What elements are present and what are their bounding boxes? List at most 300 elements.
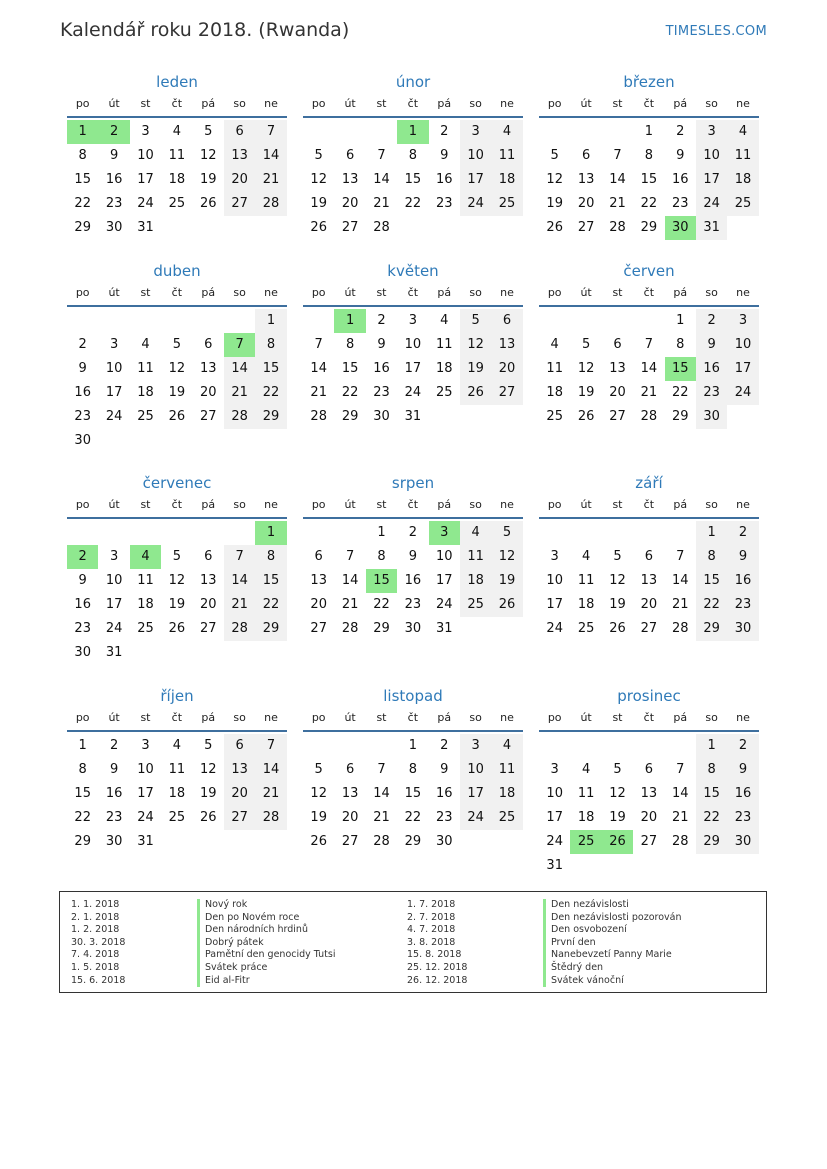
day-cell: 16: [727, 569, 758, 593]
weekday-header: [67, 708, 287, 732]
weekday-label: čt: [643, 711, 655, 724]
weekday-label: st: [376, 286, 387, 299]
holiday-day-cell: 1: [67, 120, 98, 144]
weekday-header: [303, 708, 523, 732]
day-cell: 6: [644, 549, 653, 564]
day-cell: 20: [609, 385, 626, 400]
day-cell: 23: [74, 621, 91, 636]
day-cell: 25: [491, 192, 522, 216]
weekday-label: čt: [407, 286, 419, 299]
weekday-label: pá: [437, 711, 452, 724]
day-cell: 9: [727, 545, 758, 569]
day-cell: 5: [491, 521, 522, 545]
empty-cell: [633, 309, 664, 333]
holiday-day-cell: 30: [665, 216, 696, 240]
day-cell: 12: [577, 361, 595, 376]
day-cell: 6: [204, 549, 213, 564]
day-cell: 5: [314, 762, 323, 777]
weekday-label: ne: [264, 711, 278, 724]
day-cell: 9: [696, 333, 727, 357]
day-cell: 24: [435, 597, 453, 612]
day-cell: 12: [310, 172, 327, 187]
holiday-day-cell: 15: [366, 569, 397, 593]
day-cell: 8: [377, 549, 386, 564]
weekday-label: st: [140, 711, 151, 724]
empty-cell: [366, 734, 397, 758]
month-name: červen: [623, 262, 675, 280]
legend-left-dates: [71, 899, 125, 987]
empty-cell: [570, 120, 601, 144]
day-cell: 24: [105, 621, 123, 636]
day-cell: 24: [105, 409, 123, 424]
weekday-label: st: [612, 498, 623, 511]
month-10: [67, 684, 287, 854]
day-grid: [303, 309, 523, 429]
day-cell: 16: [74, 597, 91, 612]
empty-cell: [665, 734, 696, 758]
legend-date: 2. 7. 2018: [407, 911, 456, 923]
day-cell: 19: [577, 385, 595, 400]
holiday-day-cell: 3: [429, 521, 460, 545]
day-cell: 30: [105, 220, 123, 235]
day-cell: 28: [671, 621, 689, 636]
day-cell: 4: [727, 120, 758, 144]
day-cell: 25: [727, 192, 758, 216]
weekday-label: út: [580, 286, 592, 299]
month-name: prosinec: [617, 687, 681, 705]
day-cell: 4: [172, 124, 181, 139]
weekday-label: po: [547, 711, 562, 724]
legend-date: 3. 8. 2018: [407, 936, 456, 948]
weekday-label: po: [75, 97, 90, 110]
day-cell: 29: [404, 834, 422, 849]
legend-holiday-name: Svátek práce: [197, 962, 335, 975]
day-cell: 19: [168, 597, 186, 612]
day-cell: 21: [255, 168, 286, 192]
day-cell: 12: [310, 786, 327, 801]
day-cell: 24: [460, 192, 491, 216]
holiday-day-cell: 1: [255, 521, 286, 545]
day-cell: 29: [373, 621, 390, 636]
day-cell: 6: [345, 148, 355, 163]
day-cell: 4: [581, 549, 591, 564]
weekday-label: ne: [264, 97, 278, 110]
day-cell: 20: [224, 782, 255, 806]
day-cell: 1: [644, 124, 653, 139]
empty-cell: [602, 309, 633, 333]
month-7: [67, 471, 287, 665]
weekday-label: po: [311, 97, 326, 110]
day-cell: 4: [491, 734, 522, 758]
day-cell: 22: [74, 810, 91, 825]
day-cell: 26: [168, 621, 186, 636]
weekday-label: st: [140, 498, 151, 511]
day-cell: 9: [109, 148, 119, 163]
day-cell: 14: [255, 144, 286, 168]
day-cell: 26: [460, 381, 491, 405]
day-cell: 21: [224, 593, 255, 617]
weekday-header: [67, 94, 287, 118]
day-cell: 24: [460, 806, 491, 830]
empty-cell: [130, 309, 161, 333]
weekday-label: út: [108, 711, 120, 724]
day-cell: 12: [609, 786, 626, 801]
weekday-label: ne: [500, 97, 514, 110]
day-cell: 6: [204, 337, 213, 352]
legend-date: 1. 1. 2018: [71, 899, 120, 910]
day-grid: [303, 734, 523, 854]
day-cell: 5: [204, 124, 213, 139]
day-cell: 10: [137, 148, 154, 163]
day-cell: 7: [676, 549, 685, 564]
day-grid: [539, 734, 759, 878]
day-cell: 18: [546, 385, 563, 400]
day-cell: 2: [440, 124, 449, 139]
day-cell: 22: [404, 196, 422, 211]
day-cell: 20: [577, 196, 595, 211]
day-cell: 25: [546, 409, 563, 424]
day-cell: 17: [696, 168, 727, 192]
month-1: [67, 70, 287, 240]
day-cell: 29: [696, 830, 727, 854]
day-cell: 18: [727, 168, 758, 192]
day-cell: 19: [609, 597, 626, 612]
day-cell: 18: [137, 597, 154, 612]
day-cell: 15: [640, 172, 658, 187]
day-cell: 5: [204, 738, 213, 753]
day-cell: 15: [404, 172, 422, 187]
legend-holiday-name: Den po Novém roce: [197, 912, 335, 925]
month-name: leden: [156, 73, 198, 91]
legend-right-names: [543, 899, 682, 987]
day-cell: 7: [255, 120, 286, 144]
month-8: [303, 471, 523, 641]
day-cell: 25: [168, 196, 186, 211]
day-cell: 23: [671, 196, 689, 211]
day-cell: 8: [696, 758, 727, 782]
weekday-label: st: [140, 97, 151, 110]
day-grid: [303, 521, 523, 641]
day-cell: 22: [255, 593, 286, 617]
weekday-label: st: [140, 286, 151, 299]
empty-cell: [161, 521, 192, 545]
day-cell: 26: [546, 220, 563, 235]
month-name: květen: [387, 262, 439, 280]
day-cell: 1: [255, 309, 286, 333]
day-cell: 6: [314, 549, 323, 564]
day-cell: 13: [609, 361, 626, 376]
weekday-label: po: [311, 498, 326, 511]
holiday-day-cell: 1: [334, 309, 365, 333]
weekday-label: pá: [201, 711, 216, 724]
day-cell: 10: [727, 333, 758, 357]
day-cell: 26: [491, 593, 522, 617]
day-cell: 11: [577, 786, 595, 801]
day-cell: 19: [491, 569, 522, 593]
day-cell: 24: [727, 381, 758, 405]
weekday-header: [539, 94, 759, 118]
day-cell: 21: [373, 810, 390, 825]
day-cell: 26: [199, 810, 217, 825]
day-cell: 28: [373, 220, 390, 235]
weekday-label: ne: [500, 711, 514, 724]
empty-cell: [98, 309, 129, 333]
day-cell: 26: [310, 220, 327, 235]
day-cell: 31: [696, 216, 727, 240]
weekday-label: pá: [673, 498, 688, 511]
day-cell: 20: [491, 357, 522, 381]
day-cell: 19: [460, 357, 491, 381]
holiday-day-cell: 1: [397, 120, 428, 144]
day-cell: 19: [310, 196, 327, 211]
day-cell: 30: [727, 617, 758, 641]
day-cell: 29: [341, 409, 359, 424]
weekday-label: pá: [673, 286, 688, 299]
legend-holiday-name: Den osvobození: [543, 924, 682, 937]
day-cell: 5: [613, 549, 622, 564]
month-9: [539, 471, 759, 641]
empty-cell: [539, 734, 570, 758]
empty-cell: [67, 521, 98, 545]
day-cell: 7: [345, 549, 355, 564]
brand-link[interactable]: TIMESLES.COM: [665, 24, 767, 39]
month-12: [539, 684, 759, 878]
page-title: Kalendář roku 2018. (Rwanda): [60, 19, 350, 41]
day-cell: 27: [491, 381, 522, 405]
day-cell: 9: [676, 148, 685, 163]
day-cell: 14: [341, 573, 359, 588]
day-grid: [67, 309, 287, 453]
legend-left-names: [197, 899, 335, 987]
legend-date: 7. 4. 2018: [71, 949, 120, 961]
day-cell: 27: [609, 409, 626, 424]
day-cell: 20: [341, 196, 359, 211]
day-cell: 5: [172, 337, 181, 352]
weekday-label: so: [469, 498, 482, 511]
day-cell: 10: [435, 549, 453, 564]
day-cell: 11: [491, 144, 522, 168]
weekday-label: ne: [264, 286, 278, 299]
holiday-legend: [59, 891, 767, 993]
day-cell: 3: [460, 120, 491, 144]
day-cell: 22: [255, 381, 286, 405]
day-cell: 17: [546, 810, 563, 825]
day-cell: 8: [78, 148, 87, 163]
weekday-label: po: [311, 711, 326, 724]
day-cell: 26: [577, 409, 595, 424]
day-cell: 24: [546, 621, 563, 636]
day-cell: 25: [435, 385, 453, 400]
legend-date: 26. 12. 2018: [407, 974, 468, 986]
day-cell: 18: [577, 597, 595, 612]
day-cell: 30: [404, 621, 422, 636]
weekday-label: st: [612, 97, 623, 110]
day-cell: 2: [78, 337, 87, 352]
weekday-label: pá: [437, 286, 452, 299]
month-name: srpen: [391, 474, 435, 492]
weekday-label: čt: [171, 97, 183, 110]
weekday-label: ne: [736, 711, 750, 724]
day-cell: 2: [727, 734, 758, 758]
day-cell: 13: [224, 758, 255, 782]
day-cell: 10: [137, 762, 154, 777]
holiday-day-cell: 2: [67, 545, 98, 569]
day-cell: 14: [255, 758, 286, 782]
empty-cell: [161, 309, 192, 333]
weekday-label: st: [376, 97, 387, 110]
day-cell: 22: [341, 385, 359, 400]
day-cell: 24: [137, 810, 154, 825]
holiday-day-cell: 25: [570, 830, 601, 854]
weekday-label: pá: [201, 498, 216, 511]
day-cell: 24: [696, 192, 727, 216]
empty-cell: [633, 521, 664, 545]
weekday-label: so: [705, 286, 718, 299]
day-cell: 14: [310, 361, 327, 376]
day-cell: 17: [137, 786, 154, 801]
weekday-label: so: [233, 498, 246, 511]
day-cell: 24: [137, 196, 154, 211]
weekday-label: so: [469, 97, 482, 110]
weekday-label: čt: [643, 97, 655, 110]
day-cell: 29: [74, 834, 91, 849]
day-cell: 2: [408, 525, 417, 540]
day-cell: 23: [105, 810, 123, 825]
weekday-label: ne: [736, 498, 750, 511]
day-cell: 16: [404, 573, 422, 588]
month-name: březen: [623, 73, 675, 91]
day-cell: 2: [109, 738, 119, 753]
day-cell: 3: [550, 549, 559, 564]
legend-date: 30. 3. 2018: [71, 936, 126, 948]
day-cell: 3: [460, 734, 491, 758]
day-cell: 3: [550, 762, 559, 777]
day-cell: 21: [255, 782, 286, 806]
day-cell: 6: [581, 148, 591, 163]
day-cell: 27: [341, 220, 359, 235]
weekday-header: [539, 495, 759, 519]
day-cell: 19: [609, 810, 626, 825]
weekday-label: ne: [264, 498, 278, 511]
weekday-header: [67, 495, 287, 519]
day-cell: 21: [310, 385, 327, 400]
day-cell: 15: [404, 786, 422, 801]
day-cell: 20: [341, 810, 359, 825]
weekday-label: po: [547, 97, 562, 110]
weekday-label: pá: [201, 97, 216, 110]
day-cell: 9: [377, 337, 386, 352]
day-cell: 11: [546, 361, 563, 376]
legend-right-dates: [407, 899, 467, 987]
day-cell: 7: [676, 762, 685, 777]
day-cell: 13: [199, 361, 217, 376]
day-cell: 21: [341, 597, 359, 612]
day-cell: 15: [255, 569, 286, 593]
day-cell: 7: [224, 545, 255, 569]
day-cell: 7: [613, 148, 622, 163]
day-cell: 17: [137, 172, 154, 187]
weekday-label: po: [75, 498, 90, 511]
day-cell: 31: [137, 220, 154, 235]
day-cell: 9: [78, 573, 87, 588]
day-cell: 13: [341, 786, 359, 801]
weekday-header: [303, 283, 523, 307]
day-cell: 23: [727, 593, 758, 617]
day-cell: 28: [310, 409, 327, 424]
day-cell: 9: [440, 148, 449, 163]
weekday-label: ne: [736, 97, 750, 110]
legend-date: 25. 12. 2018: [407, 961, 468, 973]
day-cell: 21: [609, 196, 626, 211]
day-cell: 16: [435, 786, 453, 801]
day-cell: 13: [577, 172, 595, 187]
day-cell: 4: [172, 738, 181, 753]
day-cell: 3: [696, 120, 727, 144]
legend-date: 15. 8. 2018: [407, 949, 462, 961]
empty-cell: [570, 309, 601, 333]
day-cell: 18: [168, 172, 186, 187]
weekday-label: st: [612, 711, 623, 724]
day-cell: 28: [373, 834, 390, 849]
day-cell: 25: [491, 806, 522, 830]
day-cell: 20: [224, 168, 255, 192]
weekday-header: [539, 283, 759, 307]
day-cell: 26: [168, 409, 186, 424]
day-cell: 22: [696, 593, 727, 617]
day-cell: 4: [491, 120, 522, 144]
day-cell: 29: [255, 405, 286, 429]
day-cell: 6: [345, 762, 355, 777]
weekday-label: po: [547, 286, 562, 299]
empty-cell: [224, 309, 255, 333]
day-cell: 8: [255, 545, 286, 569]
day-cell: 8: [408, 148, 417, 163]
legend-date: 15. 6. 2018: [71, 974, 126, 986]
month-6: [539, 259, 759, 429]
holiday-day-cell: 4: [130, 545, 161, 569]
day-cell: 18: [491, 782, 522, 806]
day-cell: 17: [727, 357, 758, 381]
day-cell: 8: [78, 762, 87, 777]
weekday-label: pá: [437, 498, 452, 511]
day-cell: 30: [105, 834, 123, 849]
empty-cell: [334, 521, 365, 545]
day-cell: 3: [408, 313, 417, 328]
day-cell: 8: [696, 545, 727, 569]
day-cell: 13: [640, 786, 658, 801]
day-cell: 9: [408, 549, 417, 564]
day-cell: 3: [141, 124, 150, 139]
empty-cell: [539, 521, 570, 545]
day-cell: 1: [408, 738, 417, 753]
legend-date: 2. 1. 2018: [71, 911, 120, 923]
day-cell: 29: [640, 220, 658, 235]
day-cell: 24: [404, 385, 422, 400]
weekday-header: [303, 94, 523, 118]
day-cell: 23: [696, 381, 727, 405]
legend-holiday-name: Svátek vánoční: [543, 975, 682, 988]
weekday-label: so: [705, 97, 718, 110]
month-name: září: [635, 474, 663, 492]
day-cell: 19: [310, 810, 327, 825]
empty-cell: [224, 521, 255, 545]
legend-date: 1. 2. 2018: [71, 924, 120, 936]
weekday-label: út: [344, 97, 356, 110]
day-grid: [539, 521, 759, 641]
day-cell: 26: [199, 196, 217, 211]
day-cell: 5: [613, 762, 622, 777]
day-cell: 18: [491, 168, 522, 192]
